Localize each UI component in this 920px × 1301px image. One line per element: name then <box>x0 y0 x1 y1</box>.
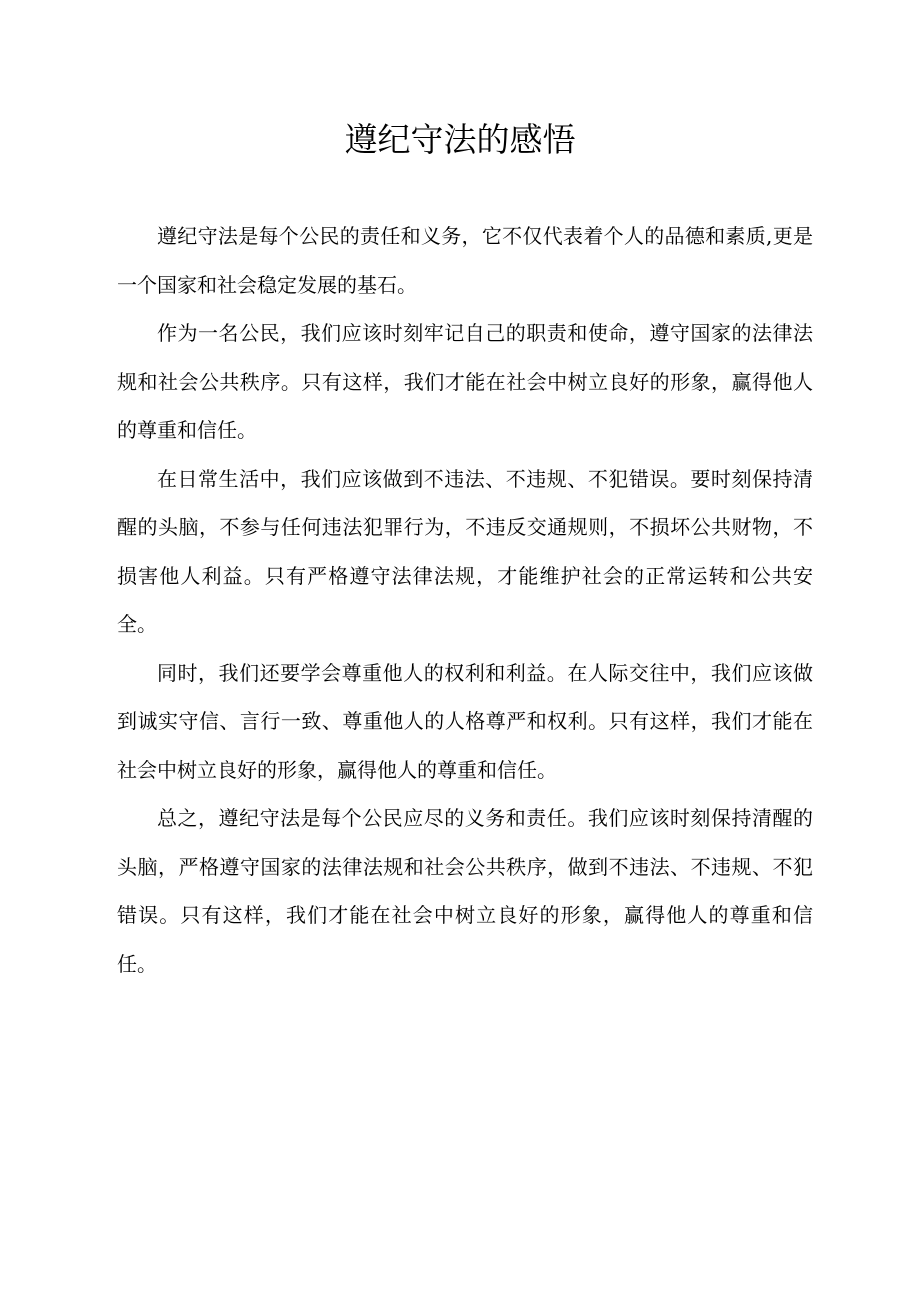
document-body <box>117 212 813 988</box>
paragraph-3: 在日常生活中，我们应该做到不违法、不违规、不犯错误。要时刻保持清醒的头脑，不参与任何违法犯罪行为，不违反交通规则，不损坏公共财物，不损害他人利益。只有严格遵守法律法规，才能维护社会的正常运转和公共安全。 <box>117 466 813 636</box>
paragraph-2: 作为一名公民，我们应该时刻牢记自己的职责和使命，遵守国家的法律法规和社会公共秩序。只有这样，我们才能在社会中树立良好的形象，赢得他人的尊重和信任。 <box>117 321 813 442</box>
paragraph-1: 遵纪守法是每个公民的责任和义务，它不仅代表着个人的品德和素质,更是一个国家和社会稳定发展的基石。 <box>117 224 813 297</box>
paragraph-5: 总之，遵纪守法是每个公民应尽的义务和责任。我们应该时刻保持清醒的头脑，严格遵守国家的法律法规和社会公共秩序，做到不违法、不违规、不犯错误。只有这样，我们才能在社会中树立良好的形象，赢得他人的尊重和信任。 <box>117 806 813 976</box>
paragraph-4: 同时，我们还要学会尊重他人的权利和利益。在人际交往中，我们应该做到诚实守信、言行一致、尊重他人的人格尊严和权利。只有这样，我们才能在社会中树立良好的形象，赢得他人的尊重和信任。 <box>117 660 813 782</box>
page-title: 遵纪守法的感悟 <box>344 120 576 159</box>
